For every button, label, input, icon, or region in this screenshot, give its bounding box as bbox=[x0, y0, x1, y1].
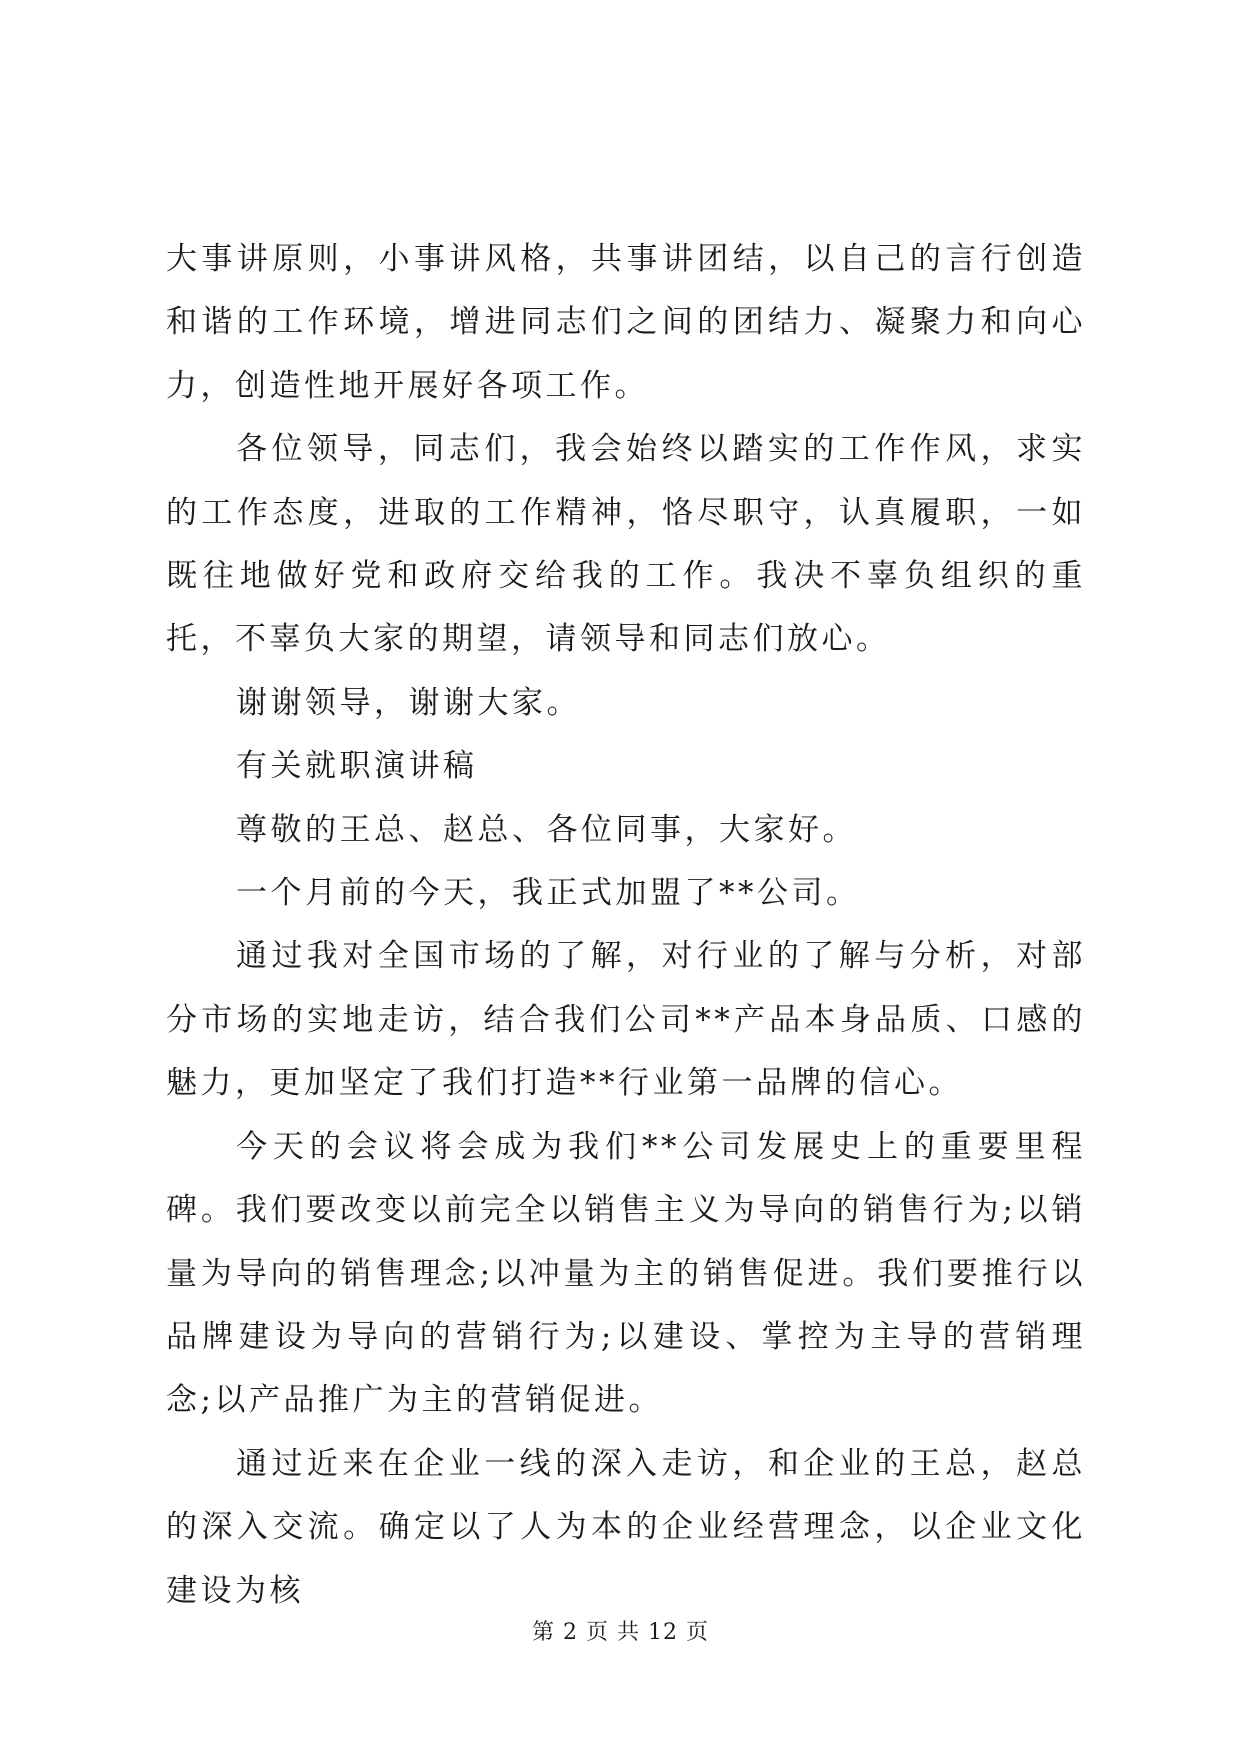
page-footer bbox=[0, 1618, 1241, 1648]
paragraph-3: 谢谢领导，谢谢大家。 bbox=[236, 684, 581, 721]
section-heading: 有关就职演讲稿 bbox=[236, 748, 478, 785]
paragraph-8: 今天的会议将会成为我们**公司发展史上的重要里程碑。我们要改变以前完全以销售主义为导向的销售行为;以销量为导向的销售理念;以冲量为主的销售促进。我们要推行以品牌建设为导向的营销行为;以建设、掌控为主导的营销理念;以产品推广为主的营销促进。 bbox=[166, 1128, 1086, 1419]
document-body bbox=[166, 228, 1086, 1623]
paragraph-6: 一个月前的今天，我正式加盟了**公司。 bbox=[236, 875, 861, 912]
paragraph-7: 通过我对全国市场的了解，对行业的了解与分析，对部分市场的实地走访，结合我们公司**产品本身品质、口感的魅力，更加坚定了我们打造**行业第一品牌的信心。 bbox=[166, 938, 1086, 1102]
paragraph-9: 通过近来在企业一线的深入走访，和企业的王总，赵总的深入交流。确定以了人为本的企业经营理念，以企业文化建设为核 bbox=[166, 1445, 1086, 1609]
page-number: 第 2 页 共 12 页 bbox=[532, 1620, 709, 1645]
paragraph-1: 大事讲原则，小事讲风格，共事讲团结，以自己的言行创造和谐的工作环境，增进同志们之间的团结力、凝聚力和向心力，创造性地开展好各项工作。 bbox=[166, 241, 1086, 404]
paragraph-2: 各位领导，同志们，我会始终以踏实的工作作风，求实的工作态度，进取的工作精神，恪尽职守，认真履职，一如既往地做好党和政府交给我的工作。我决不辜负组织的重托，不辜负大家的期望，请领导和同志们放心。 bbox=[166, 431, 1086, 658]
salutation: 尊敬的王总、赵总、各位同事，大家好。 bbox=[236, 811, 857, 848]
